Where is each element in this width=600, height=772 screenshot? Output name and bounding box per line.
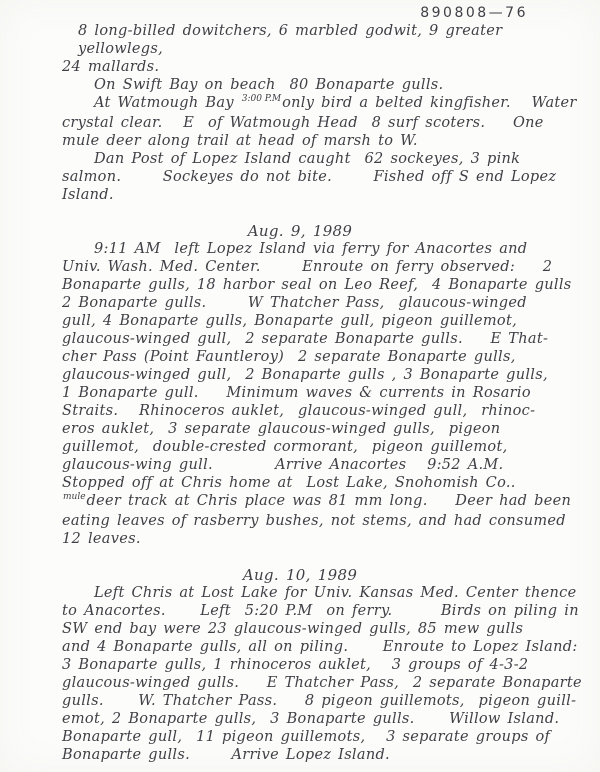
- handwritten-line: mule deer along trail at head of marsh to W.: [62, 133, 418, 149]
- handwritten-line: Dan Post of Lopez Island caught 62 sockeyes, 3 pink: [94, 151, 521, 167]
- handwritten-line: On Swift Bay on beach 80 Bonaparte gulls.: [94, 77, 444, 93]
- handwritten-line: and 4 Bonaparte gulls, all on piling. Enroute to Lopez Island:: [62, 639, 578, 655]
- handwritten-line: Univ. Wash. Med. Center. Enroute on ferry observed: 2: [62, 259, 553, 275]
- handwritten-line: crystal clear. E of Watmough Head 8 surf scoters. One: [62, 115, 544, 131]
- handwritten-line: glaucous-winged gull, 2 Bonaparte gulls , 3 Bonaparte gulls,: [62, 367, 548, 383]
- handwritten-line: [62, 492, 586, 512]
- page-lines: [62, 22, 586, 764]
- doc-number: 890808—76: [420, 5, 528, 21]
- handwritten-line: glaucous-winged gulls. E Thatcher Pass, 2 separate Bonaparte: [62, 675, 582, 691]
- handwritten-line: Island.: [62, 187, 114, 203]
- handwritten-line: 2 Bonaparte gulls. W Thatcher Pass, glaucous-winged: [62, 295, 527, 311]
- handwritten-line: Bonaparte gulls. Arrive Lopez Island.: [62, 747, 390, 763]
- line-text: deer track at Chris place was 81 mm long. Deer had been: [86, 493, 572, 509]
- handwritten-line: Straits. Rhinoceros auklet, glaucous-winged gull, rhinoc-: [62, 403, 536, 419]
- handwritten-line: 12 leaves.: [62, 531, 141, 547]
- handwritten-line: gull, 4 Bonaparte gulls, Bonaparte gull, pigeon guillemot,: [62, 313, 517, 329]
- handwritten-line: cher Pass (Point Fauntleroy) 2 separate Bonaparte gulls,: [62, 349, 516, 365]
- handwritten-line: 9:11 AM left Lopez Island via ferry for Anacortes and: [94, 241, 528, 257]
- line-text: At Watmough Bay: [94, 95, 241, 111]
- handwritten-line: glaucous-wing gull. Arrive Anacortes 9:52 A.M.: [62, 457, 504, 473]
- handwritten-line: [62, 94, 586, 114]
- inserted-annotation: mule: [63, 492, 86, 502]
- inserted-annotation: 3:00 P.M: [241, 94, 282, 104]
- handwritten-line: emot, 2 Bonaparte gulls, 3 Bonaparte gulls. Willow Island.: [62, 711, 560, 727]
- handwritten-line: Bonaparte gulls, 18 harbor seal on Leo Reef, 4 Bonaparte gulls: [62, 277, 572, 293]
- date-heading: Aug. 9, 1989: [247, 222, 353, 240]
- handwritten-line: SW end bay were 23 glaucous-winged gulls, 85 mew gulls: [62, 621, 524, 637]
- handwritten-line: salmon. Sockeyes do not bite. Fished off S end Lopez: [62, 169, 557, 185]
- date-heading: Aug. 10, 1989: [242, 566, 358, 584]
- handwritten-line: Left Chris at Lost Lake for Univ. Kansas Med. Center thence: [94, 585, 577, 601]
- handwritten-line: Bonaparte gull, 11 pigeon guillemots, 3 separate groups of: [62, 729, 551, 745]
- handwritten-line: 3 Bonaparte gulls, 1 rhinoceros auklet, 3 groups of 4-3-2: [62, 657, 529, 673]
- handwritten-line: glaucous-winged gull, 2 separate Bonaparte gulls. E That-: [62, 331, 549, 347]
- handwritten-line: gulls. W. Thatcher Pass. 8 pigeon guillemots, pigeon guill-: [62, 693, 577, 709]
- handwritten-line: eating leaves of rasberry bushes, not stems, and had consumed: [62, 513, 566, 529]
- handwritten-line: guillemot, double-crested cormorant, pigeon guillemot,: [62, 439, 508, 455]
- handwritten-line: 1 Bonaparte gull. Minimum waves & currents in Rosario: [62, 385, 531, 401]
- blank-line: [62, 548, 586, 566]
- handwritten-line: 24 mallards.: [62, 59, 160, 75]
- line-text: only bird a belted kingfisher. Water: [282, 95, 577, 111]
- handwritten-line: eros auklet, 3 separate glaucous-winged gulls, pigeon: [62, 421, 501, 437]
- handwritten-line: to Anacortes. Left 5:20 P.M on ferry. Birds on piling in: [62, 603, 579, 619]
- handwritten-line: Stopped off at Chris home at Lost Lake, Snohomish Co..: [62, 475, 516, 491]
- blank-line: [62, 204, 586, 222]
- handwritten-line: 8 long-billed dowitchers, 6 marbled godwit, 9 greater yellowlegs,: [78, 23, 510, 57]
